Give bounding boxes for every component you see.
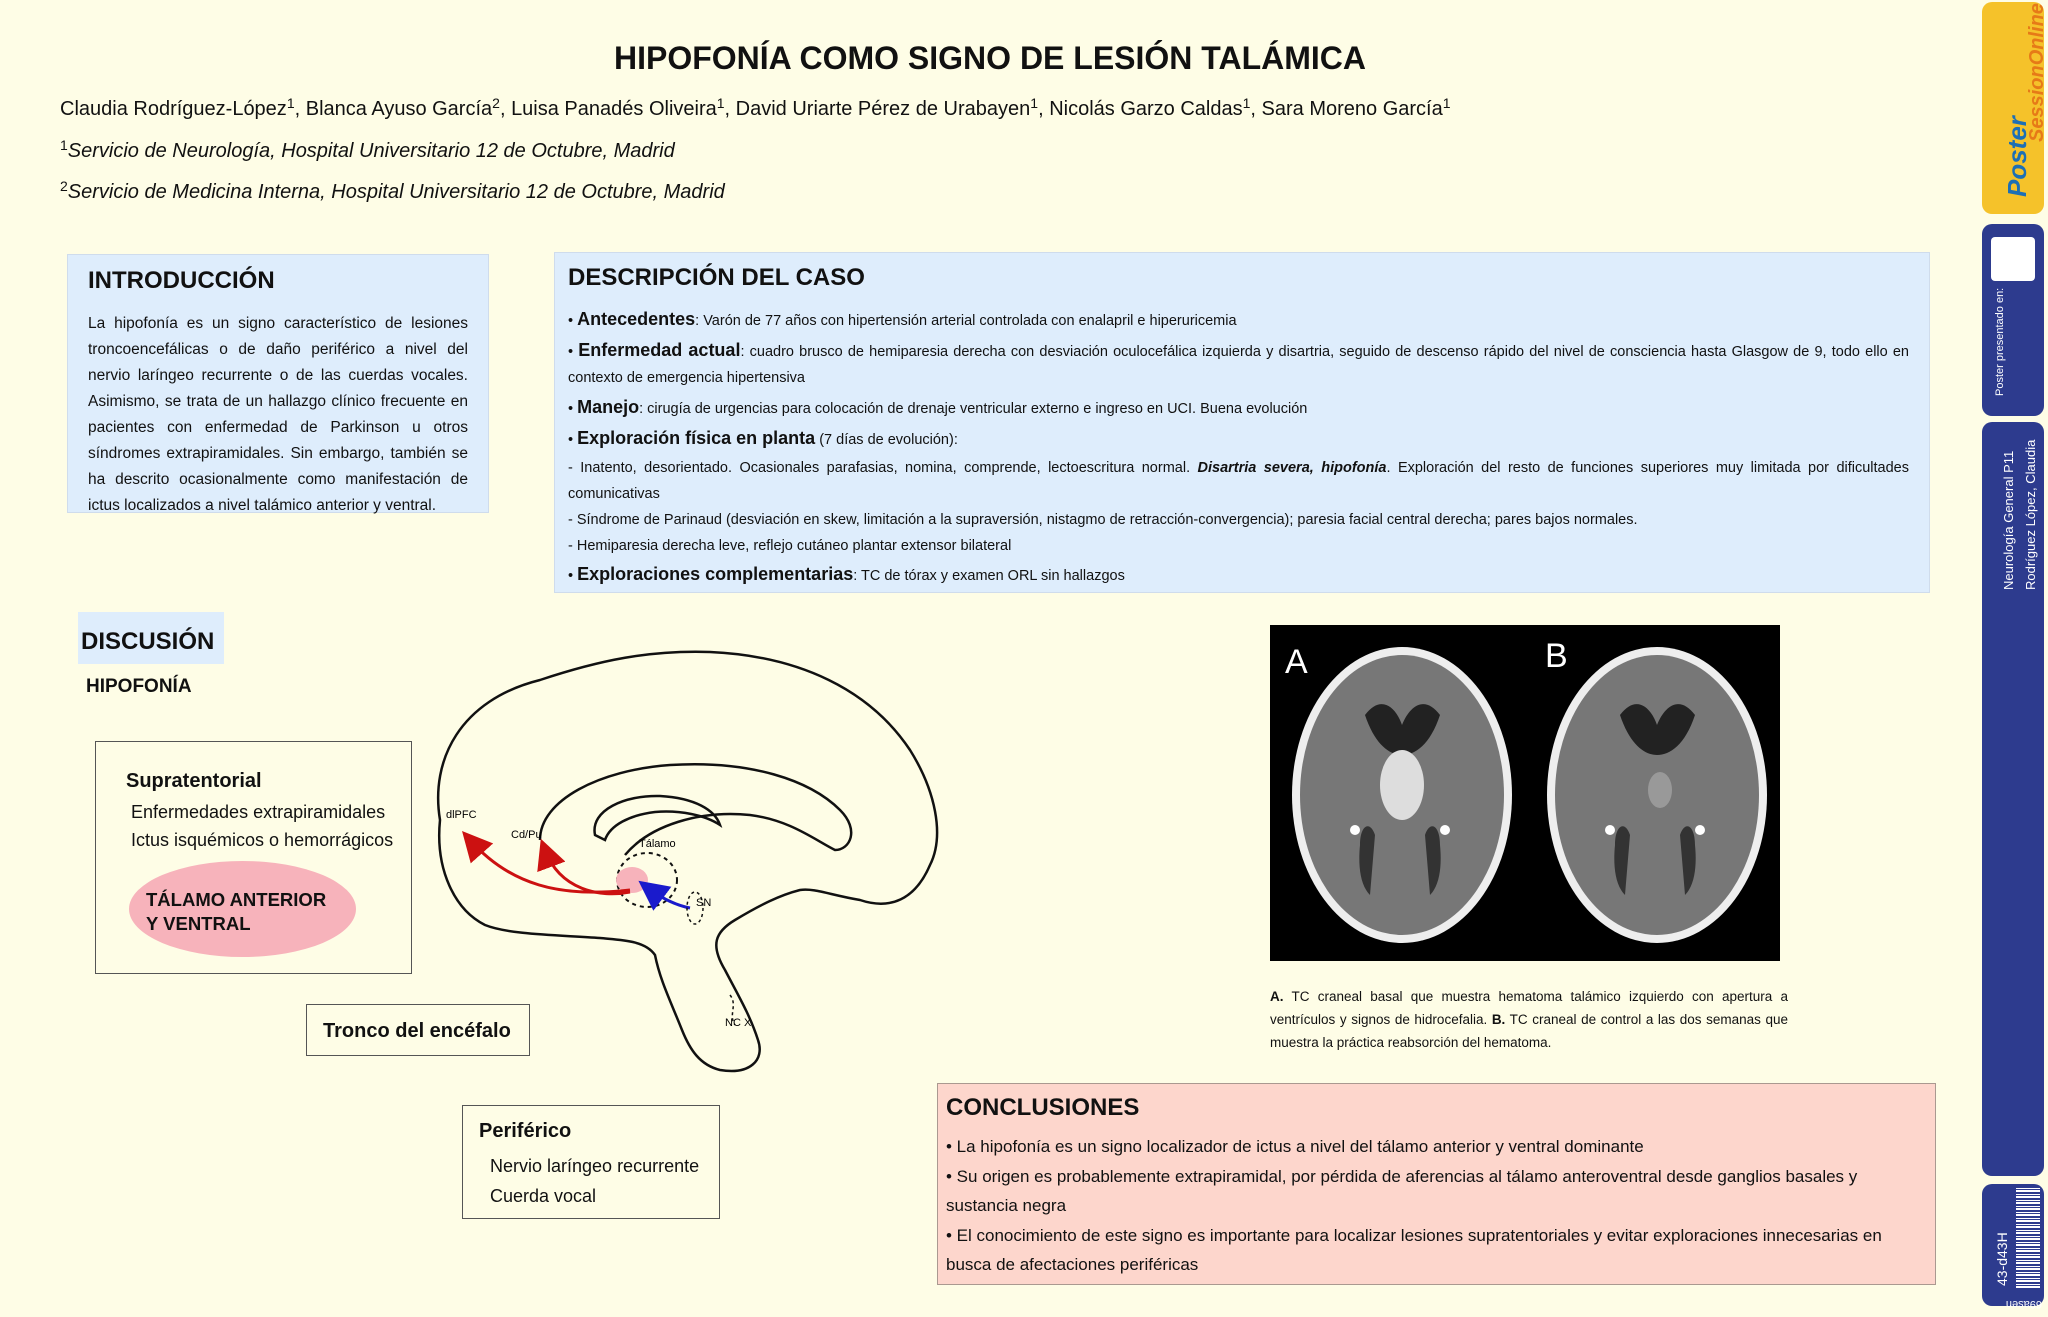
ct-label-b: B — [1545, 637, 1568, 675]
ct-slice-b — [1547, 647, 1767, 943]
case-manejo: • Manejo: cirugía de urgencias para colocación de drenaje ventricular externo e ingreso en UCI. Buena evolución — [568, 397, 1308, 417]
intro-heading: INTRODUCCIÓN — [88, 267, 275, 294]
corpus-callosum — [540, 764, 851, 855]
fornix — [595, 796, 720, 840]
conclusions-section — [937, 1083, 1936, 1285]
intro-text: La hipofonía es un signo característico de lesiones troncoencefálicas o de daño periférico a nivel del nervio laríngeo recurrente o de las cuerdas vocales. Asimismo, se trata de un hallazgo clínico frecuente en pacientes con enfermedad de Parkinson u otros síndromes extrapiramidales. Sin embargo, también se ha descrito ocasionalmente como manifestación de ictus localizados a nivel talámico anterior y ventral. — [88, 315, 468, 514]
peripheral-box — [462, 1105, 720, 1219]
author-name: Sara Moreno García — [1261, 98, 1443, 120]
label-cdpu: Cd/Pu — [511, 829, 542, 841]
brain-outline — [438, 652, 937, 1071]
pathway-dlpfc — [470, 840, 630, 892]
label-sn: SN — [696, 897, 712, 909]
poster-footer-code: 69asen — [2005, 1298, 2042, 1310]
label-dlpfc: dlPFC — [446, 809, 477, 821]
author-name: Claudia Rodríguez-López — [60, 98, 287, 120]
pathway-sn — [648, 888, 690, 908]
supratentorial-title: Supratentorial — [126, 770, 262, 792]
author-name: David Uriarte Pérez de Urabayen — [735, 98, 1031, 120]
session-info-panel — [1982, 422, 2044, 1176]
author-label: Rodríguez López, Claudia — [2023, 439, 2038, 590]
author-list: Claudia Rodríguez-López$^1$, Blanca Ayuso García$^2$, Luisa Panadés Oliveira$^1$, David Uriarte Pérez de Urabayen$^1$, Nicolás Garzo Caldas$^1$, Sara Moreno García$^1$ — [60, 95, 1451, 120]
presented-at-panel: Poster presentado en: — [1982, 224, 2044, 416]
affiliation: $^1$Servicio de Neurología, Hospital Universitario 12 de Octubre, Madrid — [60, 137, 675, 162]
case-complementarias: • Exploraciones complementarias: TC de tórax y examen ORL sin hallazgos — [568, 564, 1125, 584]
peripheral-item: Cuerda vocal — [490, 1186, 597, 1206]
label-talamo: Tálamo — [639, 838, 676, 850]
discussion-heading: DISCUSIÓN — [78, 612, 224, 664]
ct-scan-image — [1270, 625, 1780, 961]
poster-code: 43-d43H — [1994, 1232, 2010, 1286]
thalamus-label: TÁLAMO ANTERIOR — [146, 889, 327, 910]
conclusion-item: • El conocimiento de este signo es importante para localizar lesiones supratentoriales y evitar exploraciones innecesarias en busca de afectaciones periféricas — [946, 1225, 1882, 1274]
intro-section — [67, 254, 489, 513]
brainstem-box: Tronco del encéfalo — [306, 1004, 530, 1056]
case-exploracion: • Exploración física en planta (7 días de evolución): — [568, 428, 958, 448]
case-heading: DESCRIPCIÓN DEL CASO — [568, 264, 865, 291]
brain-sagittal-diagram — [420, 640, 960, 1080]
author-name: Luisa Panadés Oliveira — [511, 98, 717, 120]
affiliation: $^2$Servicio de Medicina Interna, Hospital Universitario 12 de Octubre, Madrid — [60, 178, 725, 203]
poster-code-panel — [1982, 1184, 2044, 1310]
conclusions-heading: CONCLUSIONES — [946, 1094, 1140, 1121]
ct-label-a: A — [1285, 643, 1308, 681]
supratentorial-box — [95, 741, 412, 974]
case-enfermedad: • Enfermedad actual: cuadro brusco de hemiparesia derecha con desviación oculocefálica izquierda y disartria, seguido de descenso rápido del nivel de consciencia hasta Glasgow de 9, todo ello en contexto de emergencia hipertensiva — [568, 340, 1909, 386]
case-exploracion-1: - Inatento, desorientado. Ocasionales parafasias, nomina, comprende, lectoescritura normal. Disartria severa, hipofonía. Exploración del resto de funciones superiores muy limitada por dificultades comunicativas — [568, 460, 1909, 502]
conclusion-item: • Su origen es probablemente extrapiramidal, por pérdida de aferencias al tálamo anteroventral desde ganglios basales y sustancia negra — [946, 1166, 1858, 1215]
case-section — [554, 252, 1930, 593]
peripheral-title: Periférico — [479, 1120, 572, 1142]
peripheral-item: Nervio laríngeo recurrente — [490, 1156, 700, 1176]
case-exploracion-3: - Hemiparesia derecha leve, reflejo cutáneo plantar extensor bilateral — [568, 538, 1012, 554]
session-label: Neurología General P11 — [2001, 450, 2016, 590]
poster-title: HIPOFONÍA COMO SIGNO DE LESIÓN TALÁMICA — [614, 40, 1366, 76]
label-ncx: NC X — [725, 1017, 752, 1029]
ct-slice-a — [1292, 647, 1512, 943]
author-name: Nicolás Garzo Caldas — [1049, 98, 1243, 120]
society-emblem-icon — [1991, 237, 2035, 281]
poster-session-logo[interactable]: Poster SessionOnline — [1982, 2, 2044, 214]
case-exploracion-2: - Síndrome de Parinaud (desviación en skew, limitación a la supraversión, nistagmo de retracción-convergencia); paresia facial central derecha; pares bajos normales. — [568, 512, 1638, 528]
thalamus-label: Y VENTRAL — [146, 913, 251, 934]
discussion-subheading: HIPOFONÍA — [86, 676, 192, 697]
supratentorial-item: Enfermedades extrapiramidales — [131, 802, 386, 822]
conclusion-item: • La hipofonía es un signo localizador de ictus a nivel del tálamo anterior y ventral dominante — [946, 1137, 1644, 1156]
ct-caption: A. TC craneal basal que muestra hematoma talámico izquierdo con apertura a ventrículos y signos de hidrocefalia. B. TC craneal de control a las dos semanas que muestra la práctica reabsorción del hematoma. — [1270, 989, 1789, 1050]
supratentorial-item: Ictus isquémicos o hemorrágicos — [131, 830, 394, 850]
case-antecedentes: • Antecedentes: Varón de 77 años con hipertensión arterial controlada con enalapril e hiperuricemia — [568, 309, 1237, 329]
barcode-icon — [2016, 1188, 2040, 1288]
poster-sidebar — [1980, 0, 2048, 1317]
author-name: Blanca Ayuso García — [305, 98, 493, 120]
anteroventral-thalamus — [616, 867, 648, 893]
